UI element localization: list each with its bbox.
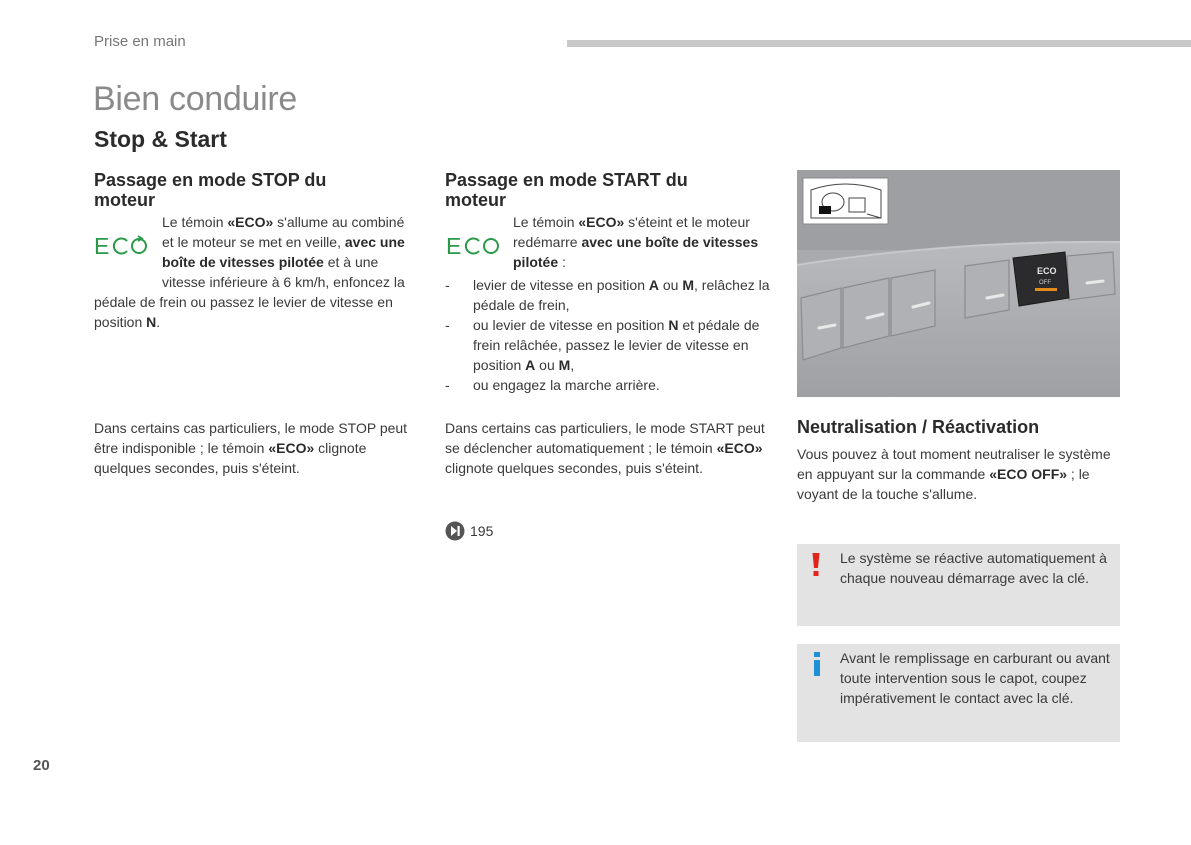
stop-heading: Passage en mode STOP du moteur [94,170,327,210]
text-run: Dans certains cas particuliers, le mode STOP peut être indisponible ; le témoin [94,420,408,456]
stop-note-text [94,420,407,476]
start-heading: Passage en mode START du moteur [445,170,688,210]
page-reference-number: 195 [470,523,494,539]
section-label: Prise en main [94,33,186,50]
start-steps-list [445,275,775,395]
text-run: : [558,254,566,270]
text-run: s'éteint et le moteur redémarre [513,214,750,250]
text-run: et à une vitesse inférieure à 6 km/h, enfoncez la pédale de frein ou passez le levier de vitesse en position [94,254,405,330]
page-reference[interactable] [445,521,493,541]
text-run: Vous pouvez à tout moment neutraliser le système en appuyant sur la commande [797,446,1111,482]
text-run: , relâchez la pédale de frein, [473,277,770,313]
info-note [797,644,1120,742]
text-run: , [570,357,575,373]
warning-note [797,544,1120,626]
header-rule [567,40,1191,47]
text-run: Dans certains cas particuliers, le mode START peut se déclencher automatiquement ; le témoin [445,420,765,456]
icon-spacer [94,212,162,292]
stop-paragraph [94,212,409,332]
dashboard-switch-photo [797,170,1120,397]
page-number: 20 [33,757,50,774]
start-paragraph [513,212,775,272]
warning-text: Le système se réactive automatiquement à chaque nouveau démarrage avec la clé. [840,550,1107,586]
start-text [513,214,758,270]
info-text: Avant le remplissage en carburant ou avant toute intervention sous le capot, coupez impérativement le contact avec la clé. [840,650,1110,706]
emphasis-text: M [682,277,695,293]
emphasis-text: N [668,317,679,333]
page-reference-icon [445,521,465,541]
text-run: ou levier de vitesse en position [473,317,669,333]
emphasis-text: «ECO OFF» [989,466,1068,482]
text-run: ou engagez la marche arrière. [473,377,660,393]
text-run: et pédale de frein relâchée, passez le levier de vitesse en position [473,317,760,373]
text-run: ; le voyant de la touche s'allume. [797,466,1090,502]
text-run: Le témoin [162,214,228,230]
list-item [445,275,775,315]
text-run: ou [659,277,683,293]
emphasis-text: A [648,277,659,293]
emphasis-text: «ECO» [268,440,315,456]
eco-off-label-line2: OFF [1039,280,1051,286]
start-note-text [445,420,765,476]
emphasis-text: «ECO» [578,214,625,230]
dashboard-photo-illustration [797,170,1120,397]
warning-exclamation-icon [811,553,821,577]
emphasis-text: avec une boîte de vitesses pilotée [513,234,759,270]
eco-icon [446,231,502,261]
emphasis-text: avec une boîte de vitesses pilotée [162,234,405,270]
neutralisation-heading: Neutralisation / Réactivation [797,417,1040,437]
text-run: Le témoin [513,214,579,230]
svg-text:E: E [94,233,110,259]
emphasis-text: «ECO» [227,214,274,230]
start-note [445,418,770,478]
list-item [445,315,775,375]
section-subtitle: Stop & Start [94,126,227,152]
emphasis-text: «ECO» [716,440,763,456]
stop-note [94,418,410,478]
text-run: clignote quelques secondes, puis s'éteint. [445,460,703,476]
emphasis-text: M [558,357,571,373]
list-item [445,375,775,395]
eco-off-label-line1: ECO [1037,266,1057,276]
svg-text:E: E [446,233,462,259]
text-run: . [156,314,161,330]
neutralisation-text [797,446,1111,502]
text-run: ou [535,357,559,373]
emphasis-text: A [525,357,536,373]
text-run: levier de vitesse en position [473,277,649,293]
text-run: clignote quelques secondes, puis s'éteint. [94,440,367,476]
info-icon [812,652,822,676]
emphasis-text: N [146,314,157,330]
neutralisation-paragraph [797,444,1117,504]
text-run: s'allume au combiné et le moteur se met en veille, [162,214,405,250]
page-title: Bien conduire [93,80,298,118]
